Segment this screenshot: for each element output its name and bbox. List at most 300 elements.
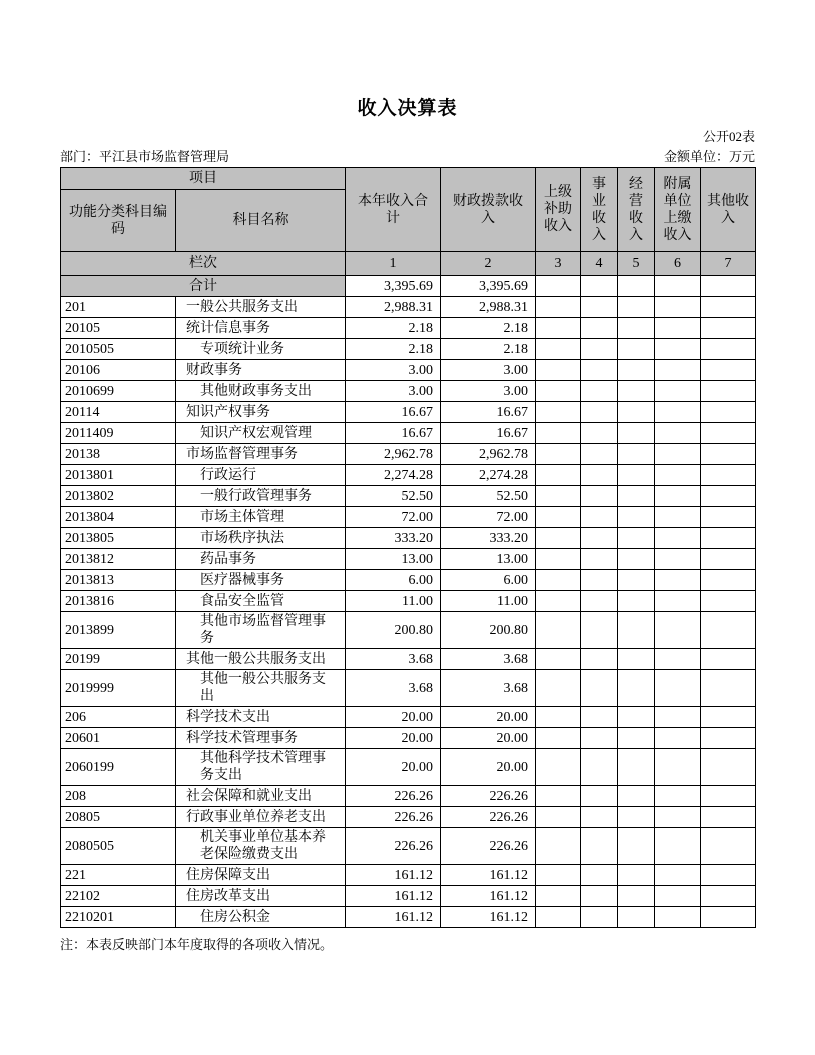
row-code: 201	[61, 297, 176, 318]
row-subject-name: 市场主体管理	[176, 507, 346, 528]
row-current-year-amount: 20.00	[346, 728, 441, 749]
row-other-income	[701, 807, 756, 828]
doc-label: 公开02表	[702, 129, 755, 144]
row-fiscal-amount: 13.00	[441, 549, 536, 570]
table-row	[61, 318, 756, 339]
row-subordinate-remit	[655, 360, 701, 381]
row-code: 22102	[61, 886, 176, 907]
row-business-income	[581, 423, 618, 444]
row-code: 2080505	[61, 828, 176, 865]
row-subject-name: 住房公积金	[176, 907, 346, 928]
row-business-income	[581, 886, 618, 907]
row-business-income	[581, 907, 618, 928]
row-business-income	[581, 549, 618, 570]
row-subordinate-remit	[655, 570, 701, 591]
table-row	[61, 423, 756, 444]
row-superior-subsidy	[536, 591, 581, 612]
row-superior-subsidy	[536, 486, 581, 507]
row-current-year-amount: 16.67	[346, 402, 441, 423]
row-operating-income	[618, 907, 655, 928]
table-row	[61, 528, 756, 549]
row-subordinate-remit	[655, 907, 701, 928]
table-row	[61, 360, 756, 381]
row-code: 2013801	[61, 465, 176, 486]
row-code: 2019999	[61, 670, 176, 707]
row-current-year-amount: 333.20	[346, 528, 441, 549]
row-superior-subsidy	[536, 786, 581, 807]
row-operating-income	[618, 297, 655, 318]
column-index-2: 2	[441, 252, 536, 276]
row-fiscal-amount: 20.00	[441, 749, 536, 786]
row-fiscal-amount: 226.26	[441, 807, 536, 828]
row-operating-income	[618, 318, 655, 339]
row-other-income	[701, 907, 756, 928]
row-operating-income	[618, 465, 655, 486]
row-fiscal-amount: 2,274.28	[441, 465, 536, 486]
row-subordinate-remit	[655, 807, 701, 828]
row-operating-income	[618, 649, 655, 670]
row-subordinate-remit	[655, 528, 701, 549]
row-superior-subsidy	[536, 402, 581, 423]
row-code: 2013802	[61, 486, 176, 507]
row-subordinate-remit	[655, 402, 701, 423]
table-row	[61, 786, 756, 807]
row-fiscal-amount: 3.68	[441, 649, 536, 670]
row-subordinate-remit	[655, 886, 701, 907]
row-other-income	[701, 670, 756, 707]
row-subordinate-remit	[655, 749, 701, 786]
row-other-income	[701, 381, 756, 402]
total-fiscal-amount: 3,395.69	[441, 276, 536, 297]
row-operating-income	[618, 886, 655, 907]
row-operating-income	[618, 828, 655, 865]
row-superior-subsidy	[536, 865, 581, 886]
table-row	[61, 670, 756, 707]
row-subordinate-remit	[655, 297, 701, 318]
table-row	[61, 728, 756, 749]
row-other-income	[701, 549, 756, 570]
row-subject-name: 行政运行	[176, 465, 346, 486]
table-row	[61, 339, 756, 360]
row-fiscal-amount: 200.80	[441, 612, 536, 649]
row-business-income	[581, 528, 618, 549]
row-superior-subsidy	[536, 318, 581, 339]
column-index-1: 1	[346, 252, 441, 276]
row-superior-subsidy	[536, 886, 581, 907]
row-subject-name: 其他一般公共服务支出	[176, 670, 346, 707]
row-operating-income	[618, 728, 655, 749]
row-code: 2013816	[61, 591, 176, 612]
row-other-income	[701, 486, 756, 507]
table-row	[61, 886, 756, 907]
row-fiscal-amount: 72.00	[441, 507, 536, 528]
total-operating-income	[618, 276, 655, 297]
table-row	[61, 828, 756, 865]
row-business-income	[581, 612, 618, 649]
row-other-income	[701, 591, 756, 612]
row-business-income	[581, 381, 618, 402]
row-business-income	[581, 507, 618, 528]
row-code: 20106	[61, 360, 176, 381]
row-subject-name: 知识产权事务	[176, 402, 346, 423]
row-subordinate-remit	[655, 465, 701, 486]
row-current-year-amount: 13.00	[346, 549, 441, 570]
row-superior-subsidy	[536, 707, 581, 728]
row-operating-income	[618, 549, 655, 570]
row-superior-subsidy	[536, 423, 581, 444]
column-index-5: 5	[618, 252, 655, 276]
row-subject-name: 机关事业单位基本养老保险缴费支出	[176, 828, 346, 865]
row-code: 2011409	[61, 423, 176, 444]
row-current-year-amount: 6.00	[346, 570, 441, 591]
row-subordinate-remit	[655, 318, 701, 339]
row-business-income	[581, 828, 618, 865]
row-subject-name: 住房改革支出	[176, 886, 346, 907]
row-current-year-amount: 226.26	[346, 828, 441, 865]
row-fiscal-amount: 2.18	[441, 339, 536, 360]
row-business-income	[581, 807, 618, 828]
row-code: 2013899	[61, 612, 176, 649]
row-subordinate-remit	[655, 444, 701, 465]
row-business-income	[581, 570, 618, 591]
row-current-year-amount: 3.00	[346, 381, 441, 402]
row-code: 221	[61, 865, 176, 886]
table-row	[61, 465, 756, 486]
row-subordinate-remit	[655, 612, 701, 649]
row-superior-subsidy	[536, 528, 581, 549]
row-subordinate-remit	[655, 507, 701, 528]
row-fiscal-amount: 3.00	[441, 360, 536, 381]
row-superior-subsidy	[536, 728, 581, 749]
row-subordinate-remit	[655, 486, 701, 507]
row-current-year-amount: 161.12	[346, 907, 441, 928]
row-other-income	[701, 444, 756, 465]
row-business-income	[581, 670, 618, 707]
row-subject-name: 财政事务	[176, 360, 346, 381]
header-business-income: 事业收入	[581, 168, 618, 252]
row-current-year-amount: 20.00	[346, 749, 441, 786]
row-fiscal-amount: 6.00	[441, 570, 536, 591]
row-subject-name: 其他科学技术管理事务支出	[176, 749, 346, 786]
row-business-income	[581, 749, 618, 786]
row-subject-name: 市场监督管理事务	[176, 444, 346, 465]
row-other-income	[701, 570, 756, 591]
row-other-income	[701, 528, 756, 549]
table-row	[61, 907, 756, 928]
table-row	[61, 612, 756, 649]
row-current-year-amount: 2.18	[346, 318, 441, 339]
row-business-income	[581, 360, 618, 381]
row-fiscal-amount: 16.67	[441, 423, 536, 444]
row-code: 20601	[61, 728, 176, 749]
row-business-income	[581, 402, 618, 423]
row-other-income	[701, 749, 756, 786]
total-label: 合计	[61, 276, 346, 297]
page-title: 收入决算表	[357, 98, 458, 119]
row-superior-subsidy	[536, 339, 581, 360]
row-subject-name: 科学技术支出	[176, 707, 346, 728]
row-subject-name: 市场秩序执法	[176, 528, 346, 549]
table-row	[61, 591, 756, 612]
row-superior-subsidy	[536, 807, 581, 828]
unit-label: 金额单位：万元	[663, 149, 755, 164]
row-subject-name: 住房保障支出	[176, 865, 346, 886]
table-row	[61, 865, 756, 886]
row-operating-income	[618, 865, 655, 886]
department-label: 部门：平江县市场监督管理局	[60, 149, 230, 164]
row-subordinate-remit	[655, 707, 701, 728]
row-code: 20114	[61, 402, 176, 423]
row-business-income	[581, 649, 618, 670]
total-current-year-amount: 3,395.69	[346, 276, 441, 297]
column-index-3: 3	[536, 252, 581, 276]
row-fiscal-amount: 20.00	[441, 728, 536, 749]
header-function-code: 功能分类科目编码	[61, 190, 176, 252]
row-business-income	[581, 865, 618, 886]
row-business-income	[581, 591, 618, 612]
row-subordinate-remit	[655, 591, 701, 612]
row-subject-name: 统计信息事务	[176, 318, 346, 339]
row-subject-name: 一般行政管理事务	[176, 486, 346, 507]
row-other-income	[701, 423, 756, 444]
column-index-7: 7	[701, 252, 756, 276]
table-row	[61, 649, 756, 670]
row-operating-income	[618, 591, 655, 612]
row-operating-income	[618, 612, 655, 649]
row-subject-name: 医疗器械事务	[176, 570, 346, 591]
row-subordinate-remit	[655, 786, 701, 807]
row-superior-subsidy	[536, 828, 581, 865]
row-code: 2010699	[61, 381, 176, 402]
row-code: 20105	[61, 318, 176, 339]
row-other-income	[701, 865, 756, 886]
row-subject-name: 知识产权宏观管理	[176, 423, 346, 444]
header-other-income: 其他收入	[701, 168, 756, 252]
row-current-year-amount: 226.26	[346, 786, 441, 807]
header-current-year-income-total: 本年收入合计	[346, 168, 441, 252]
total-other-income	[701, 276, 756, 297]
row-business-income	[581, 444, 618, 465]
row-subordinate-remit	[655, 865, 701, 886]
total-business-income	[581, 276, 618, 297]
row-operating-income	[618, 507, 655, 528]
row-other-income	[701, 612, 756, 649]
row-current-year-amount: 2,988.31	[346, 297, 441, 318]
row-operating-income	[618, 570, 655, 591]
header-fiscal-appropriation-income: 财政拨款收入	[441, 168, 536, 252]
row-superior-subsidy	[536, 549, 581, 570]
row-code: 2013805	[61, 528, 176, 549]
row-current-year-amount: 3.68	[346, 649, 441, 670]
row-fiscal-amount: 52.50	[441, 486, 536, 507]
row-code: 20138	[61, 444, 176, 465]
row-other-income	[701, 465, 756, 486]
row-subordinate-remit	[655, 549, 701, 570]
row-current-year-amount: 52.50	[346, 486, 441, 507]
row-subordinate-remit	[655, 649, 701, 670]
row-subject-name: 一般公共服务支出	[176, 297, 346, 318]
row-operating-income	[618, 360, 655, 381]
row-code: 208	[61, 786, 176, 807]
row-fiscal-amount: 11.00	[441, 591, 536, 612]
row-subordinate-remit	[655, 670, 701, 707]
row-current-year-amount: 72.00	[346, 507, 441, 528]
row-superior-subsidy	[536, 907, 581, 928]
row-business-income	[581, 339, 618, 360]
table-row	[61, 549, 756, 570]
row-code: 2013812	[61, 549, 176, 570]
table-row	[61, 444, 756, 465]
row-code: 2010505	[61, 339, 176, 360]
row-business-income	[581, 786, 618, 807]
row-operating-income	[618, 528, 655, 549]
row-operating-income	[618, 807, 655, 828]
row-current-year-amount: 161.12	[346, 865, 441, 886]
row-operating-income	[618, 444, 655, 465]
footnote: 注：本表反映部门本年度取得的各项收入情况。	[60, 937, 334, 952]
row-other-income	[701, 318, 756, 339]
row-superior-subsidy	[536, 570, 581, 591]
row-current-year-amount: 2.18	[346, 339, 441, 360]
total-superior-subsidy	[536, 276, 581, 297]
table-row	[61, 381, 756, 402]
row-subordinate-remit	[655, 423, 701, 444]
row-superior-subsidy	[536, 670, 581, 707]
row-subject-name: 其他一般公共服务支出	[176, 649, 346, 670]
row-current-year-amount: 3.68	[346, 670, 441, 707]
row-operating-income	[618, 402, 655, 423]
table-row	[61, 570, 756, 591]
row-operating-income	[618, 670, 655, 707]
column-index-6: 6	[655, 252, 701, 276]
row-operating-income	[618, 381, 655, 402]
header-row-column-index	[61, 252, 756, 276]
row-fiscal-amount: 3.00	[441, 381, 536, 402]
row-code: 2210201	[61, 907, 176, 928]
row-current-year-amount: 2,962.78	[346, 444, 441, 465]
row-fiscal-amount: 226.26	[441, 786, 536, 807]
row-current-year-amount: 200.80	[346, 612, 441, 649]
row-current-year-amount: 16.67	[346, 423, 441, 444]
row-other-income	[701, 786, 756, 807]
row-code: 2013813	[61, 570, 176, 591]
row-subject-name: 专项统计业务	[176, 339, 346, 360]
row-subject-name: 行政事业单位养老支出	[176, 807, 346, 828]
header-row-project	[61, 168, 756, 190]
row-business-income	[581, 318, 618, 339]
row-other-income	[701, 339, 756, 360]
table-row	[61, 297, 756, 318]
row-business-income	[581, 707, 618, 728]
meta-row	[60, 146, 755, 165]
row-current-year-amount: 3.00	[346, 360, 441, 381]
row-other-income	[701, 649, 756, 670]
row-operating-income	[618, 339, 655, 360]
header-operating-income: 经营收入	[618, 168, 655, 252]
row-subject-name: 其他财政事务支出	[176, 381, 346, 402]
table-row	[61, 707, 756, 728]
table-row	[61, 807, 756, 828]
row-other-income	[701, 828, 756, 865]
row-fiscal-amount: 2,988.31	[441, 297, 536, 318]
row-code: 2060199	[61, 749, 176, 786]
table-row	[61, 507, 756, 528]
row-other-income	[701, 728, 756, 749]
row-subordinate-remit	[655, 828, 701, 865]
row-fiscal-amount: 161.12	[441, 865, 536, 886]
row-business-income	[581, 465, 618, 486]
header-superior-subsidy-income: 上级补助收入	[536, 168, 581, 252]
row-superior-subsidy	[536, 360, 581, 381]
row-superior-subsidy	[536, 381, 581, 402]
row-operating-income	[618, 749, 655, 786]
row-superior-subsidy	[536, 444, 581, 465]
row-other-income	[701, 360, 756, 381]
row-code: 20805	[61, 807, 176, 828]
row-other-income	[701, 402, 756, 423]
row-fiscal-amount: 3.68	[441, 670, 536, 707]
row-subject-name: 药品事务	[176, 549, 346, 570]
row-fiscal-amount: 2,962.78	[441, 444, 536, 465]
row-fiscal-amount: 2.18	[441, 318, 536, 339]
row-subject-name: 社会保障和就业支出	[176, 786, 346, 807]
header-subject-name: 科目名称	[176, 190, 346, 252]
row-operating-income	[618, 707, 655, 728]
row-business-income	[581, 486, 618, 507]
row-fiscal-amount: 333.20	[441, 528, 536, 549]
row-subject-name: 其他市场监督管理事务	[176, 612, 346, 649]
row-current-year-amount: 2,274.28	[346, 465, 441, 486]
row-subject-name: 食品安全监管	[176, 591, 346, 612]
row-subordinate-remit	[655, 381, 701, 402]
row-operating-income	[618, 423, 655, 444]
row-superior-subsidy	[536, 749, 581, 786]
row-current-year-amount: 11.00	[346, 591, 441, 612]
row-fiscal-amount: 20.00	[441, 707, 536, 728]
row-fiscal-amount: 226.26	[441, 828, 536, 865]
header-column-index-label: 栏次	[61, 252, 346, 276]
income-table	[60, 167, 756, 928]
row-other-income	[701, 707, 756, 728]
row-current-year-amount: 226.26	[346, 807, 441, 828]
row-fiscal-amount: 161.12	[441, 907, 536, 928]
row-business-income	[581, 728, 618, 749]
row-current-year-amount: 161.12	[346, 886, 441, 907]
row-business-income	[581, 297, 618, 318]
table-row	[61, 402, 756, 423]
row-superior-subsidy	[536, 612, 581, 649]
row-subject-name: 科学技术管理事务	[176, 728, 346, 749]
table-row	[61, 486, 756, 507]
row-fiscal-amount: 16.67	[441, 402, 536, 423]
total-subordinate-remit	[655, 276, 701, 297]
row-other-income	[701, 507, 756, 528]
total-row	[61, 276, 756, 297]
row-code: 206	[61, 707, 176, 728]
row-code: 20199	[61, 649, 176, 670]
row-operating-income	[618, 486, 655, 507]
column-index-4: 4	[581, 252, 618, 276]
row-superior-subsidy	[536, 649, 581, 670]
row-superior-subsidy	[536, 465, 581, 486]
row-other-income	[701, 297, 756, 318]
table-row	[61, 749, 756, 786]
row-superior-subsidy	[536, 297, 581, 318]
row-fiscal-amount: 161.12	[441, 886, 536, 907]
row-superior-subsidy	[536, 507, 581, 528]
row-operating-income	[618, 786, 655, 807]
header-project: 项目	[61, 168, 346, 190]
